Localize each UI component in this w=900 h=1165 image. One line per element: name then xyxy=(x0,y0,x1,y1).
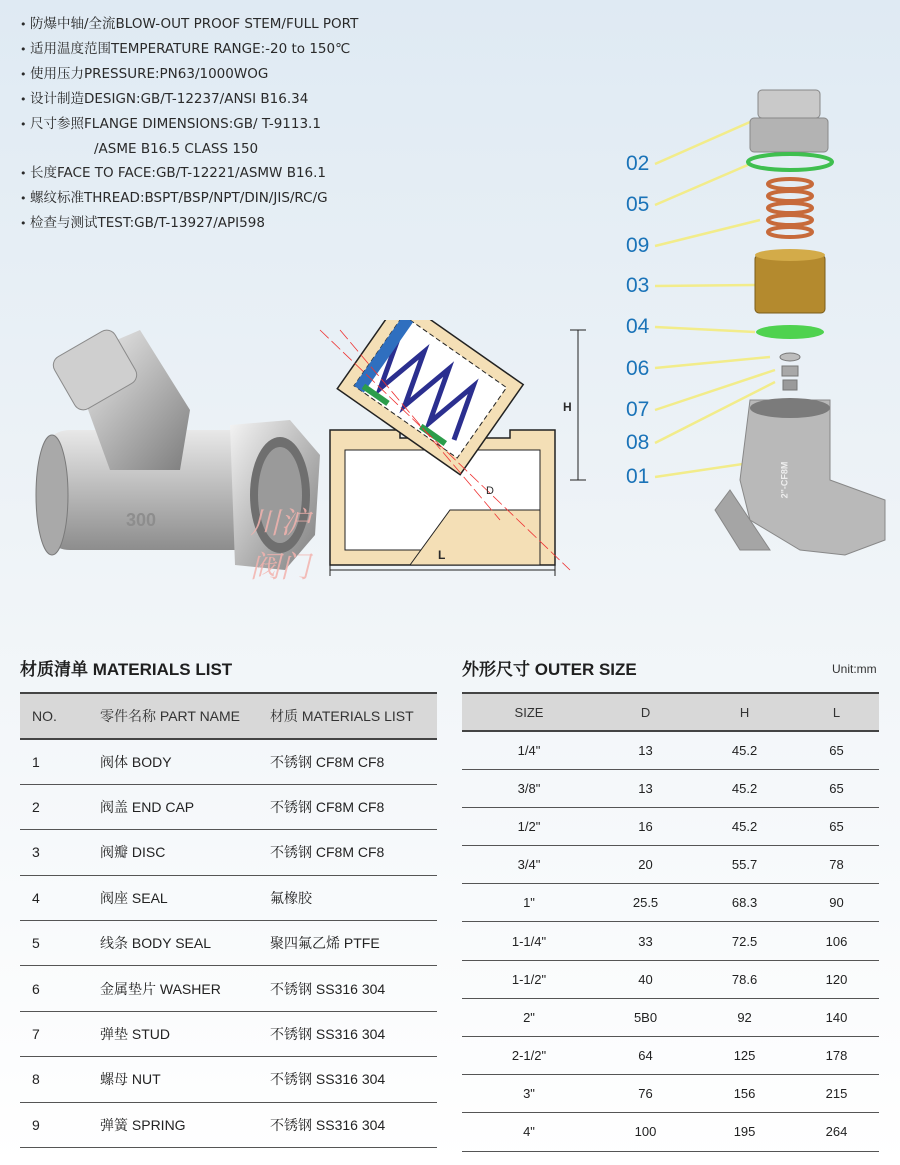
callout-08: 08 xyxy=(626,431,650,454)
casting-mark: 300 xyxy=(126,510,157,530)
bullet-icon: • xyxy=(20,192,27,205)
table-row xyxy=(462,1037,879,1075)
table-cell: 68.3 xyxy=(695,884,794,922)
spec-item xyxy=(20,37,440,62)
table-cell: 45.2 xyxy=(695,769,794,807)
table-cell: 65 xyxy=(794,807,879,845)
table-cell: 不锈钢 SS316 304 xyxy=(258,1057,437,1102)
table-cell: 64 xyxy=(596,1037,695,1075)
table-cell: 6 xyxy=(20,966,88,1011)
table-cell: 20 xyxy=(596,846,695,884)
table-row xyxy=(20,1057,437,1102)
table-cell: 3 xyxy=(20,830,88,875)
table-cell: 阀盖 END CAP xyxy=(88,784,258,829)
cross-section-drawing xyxy=(300,320,600,580)
callout-05: 05 xyxy=(626,193,650,216)
spec-item xyxy=(20,87,440,112)
table-cell: 金属垫片 WASHER xyxy=(88,966,258,1011)
table-cell: 1 xyxy=(20,739,88,784)
table-cell: 4 xyxy=(20,875,88,920)
table-cell: 5 xyxy=(20,921,88,966)
table-cell: 3/8" xyxy=(462,769,596,807)
callout-09: 09 xyxy=(626,234,650,257)
spec-list xyxy=(20,12,440,236)
bullet-icon: • xyxy=(20,167,27,180)
size-header-h: H xyxy=(695,693,794,731)
size-header-d: D xyxy=(596,693,695,731)
table-cell: 2" xyxy=(462,998,596,1036)
spec-item xyxy=(20,186,440,211)
table-cell: 9 xyxy=(20,1102,88,1147)
spec-text: 检查与测试TEST:GB/T-13927/API598 xyxy=(30,215,265,231)
table-cell: 不锈钢 CF8M CF8 xyxy=(258,784,437,829)
table-cell: 不锈钢 SS316 304 xyxy=(258,1011,437,1056)
dimension-h-label: H xyxy=(563,400,572,414)
table-cell: 1-1/2" xyxy=(462,960,596,998)
table-cell: 120 xyxy=(794,960,879,998)
callout-07: 07 xyxy=(626,398,650,421)
spec-text: 使用压力PRESSURE:PN63/1000WOG xyxy=(30,66,269,82)
materials-table xyxy=(20,692,437,1148)
spec-text: 长度FACE TO FACE:GB/T-12221/ASMW B16.1 xyxy=(30,165,327,181)
table-cell: 5B0 xyxy=(596,998,695,1036)
valve-photo xyxy=(30,320,330,585)
callout-02: 02 xyxy=(626,152,650,175)
dimension-l-label: L xyxy=(438,548,446,562)
spec-text: 螺纹标准THREAD:BSPT/BSP/NPT/DIN/JIS/RC/G xyxy=(30,190,328,206)
dimension-d-label: D xyxy=(486,485,494,497)
table-row xyxy=(462,998,879,1036)
table-cell: 178 xyxy=(794,1037,879,1075)
table-cell: 13 xyxy=(596,769,695,807)
table-cell: 72.5 xyxy=(695,922,794,960)
spec-text: 尺寸参照FLANGE DIMENSIONS:GB/ T-9113.1 xyxy=(30,116,321,132)
table-cell: 106 xyxy=(794,922,879,960)
exploded-view xyxy=(600,80,900,570)
callout-03: 03 xyxy=(626,274,650,297)
table-row xyxy=(20,875,437,920)
table-cell: 100 xyxy=(596,1113,695,1151)
spec-item xyxy=(20,12,440,37)
materials-header-material: 材质 MATERIALS LIST xyxy=(258,693,437,739)
table-cell: 弹垫 STUD xyxy=(88,1011,258,1056)
bullet-icon: • xyxy=(20,43,27,56)
table-cell: 4" xyxy=(462,1113,596,1151)
table-row xyxy=(462,769,879,807)
table-row xyxy=(462,1113,879,1151)
table-cell: 215 xyxy=(794,1075,879,1113)
spec-item xyxy=(20,62,440,87)
table-cell: 78 xyxy=(794,846,879,884)
table-cell: 7 xyxy=(20,1011,88,1056)
table-cell: 65 xyxy=(794,731,879,769)
table-cell: 65 xyxy=(794,769,879,807)
table-cell: 氟橡胶 xyxy=(258,875,437,920)
table-cell: 90 xyxy=(794,884,879,922)
table-row xyxy=(20,1011,437,1056)
table-row xyxy=(20,830,437,875)
table-cell: 1" xyxy=(462,884,596,922)
table-cell: 不锈钢 CF8M CF8 xyxy=(258,739,437,784)
table-cell: 1/2" xyxy=(462,807,596,845)
table-cell: 55.7 xyxy=(695,846,794,884)
table-row xyxy=(462,922,879,960)
callout-06: 06 xyxy=(626,357,650,380)
spec-item xyxy=(20,211,440,236)
table-cell: 不锈钢 SS316 304 xyxy=(258,1102,437,1147)
table-cell: 2 xyxy=(20,784,88,829)
table-cell: 不锈钢 SS316 304 xyxy=(258,966,437,1011)
table-cell: 78.6 xyxy=(695,960,794,998)
table-row xyxy=(20,921,437,966)
table-cell: 25.5 xyxy=(596,884,695,922)
table-cell: 140 xyxy=(794,998,879,1036)
bullet-icon: • xyxy=(20,217,27,230)
table-cell: 16 xyxy=(596,807,695,845)
table-cell: 76 xyxy=(596,1075,695,1113)
materials-title: 材质清单 MATERIALS LIST xyxy=(20,660,233,679)
callout-01: 01 xyxy=(626,465,650,488)
table-cell: 阀座 SEAL xyxy=(88,875,258,920)
table-cell: 33 xyxy=(596,922,695,960)
table-row xyxy=(462,846,879,884)
table-cell: 螺母 NUT xyxy=(88,1057,258,1102)
table-cell: 1-1/4" xyxy=(462,922,596,960)
table-cell: 40 xyxy=(596,960,695,998)
materials-header-no: NO. xyxy=(20,693,88,739)
body-mark: 2"-CF8M xyxy=(779,461,790,499)
bullet-icon: • xyxy=(20,118,27,131)
outer-size-title: 外形尺寸 OUTER SIZE xyxy=(462,660,637,679)
outer-size-table xyxy=(462,692,879,1152)
spec-text: /ASME B16.5 CLASS 150 xyxy=(94,141,259,157)
table-cell: 195 xyxy=(695,1113,794,1151)
table-cell: 1/4" xyxy=(462,731,596,769)
spec-text: 适用温度范围TEMPERATURE RANGE:-20 to 150℃ xyxy=(30,41,351,57)
table-row xyxy=(20,739,437,784)
table-cell: 弹簧 SPRING xyxy=(88,1102,258,1147)
table-cell: 13 xyxy=(596,731,695,769)
spec-item xyxy=(20,112,440,137)
spec-text: 防爆中轴/全流BLOW-OUT PROOF STEM/FULL PORT xyxy=(30,16,359,32)
table-row xyxy=(462,884,879,922)
callout-04: 04 xyxy=(626,315,650,338)
table-cell: 3" xyxy=(462,1075,596,1113)
table-row xyxy=(462,960,879,998)
table-row xyxy=(462,1075,879,1113)
size-header-size: SIZE xyxy=(462,693,596,731)
table-cell: 45.2 xyxy=(695,731,794,769)
table-cell: 3/4" xyxy=(462,846,596,884)
table-cell: 聚四氟乙烯 PTFE xyxy=(258,921,437,966)
table-cell: 45.2 xyxy=(695,807,794,845)
table-cell: 阀体 BODY xyxy=(88,739,258,784)
table-cell: 264 xyxy=(794,1113,879,1151)
spec-item xyxy=(20,161,440,186)
table-cell: 156 xyxy=(695,1075,794,1113)
brand-watermark: 川沪阀门 xyxy=(250,506,310,585)
table-cell: 不锈钢 CF8M CF8 xyxy=(258,830,437,875)
table-cell: 8 xyxy=(20,1057,88,1102)
table-row xyxy=(462,807,879,845)
spec-text: 设计制造DESIGN:GB/T-12237/ANSI B16.34 xyxy=(30,91,309,107)
spec-item xyxy=(20,137,440,161)
unit-label: Unit:mm xyxy=(832,662,877,676)
table-row xyxy=(462,731,879,769)
table-cell: 92 xyxy=(695,998,794,1036)
table-cell: 阀瓣 DISC xyxy=(88,830,258,875)
table-cell: 线条 BODY SEAL xyxy=(88,921,258,966)
bullet-icon: • xyxy=(20,18,27,31)
bullet-icon: • xyxy=(20,93,27,106)
table-row xyxy=(20,1102,437,1147)
table-row xyxy=(20,784,437,829)
table-cell: 2-1/2" xyxy=(462,1037,596,1075)
size-header-l: L xyxy=(794,693,879,731)
table-row xyxy=(20,966,437,1011)
bullet-icon: • xyxy=(20,68,27,81)
table-cell: 125 xyxy=(695,1037,794,1075)
materials-header-part: 零件名称 PART NAME xyxy=(88,693,258,739)
